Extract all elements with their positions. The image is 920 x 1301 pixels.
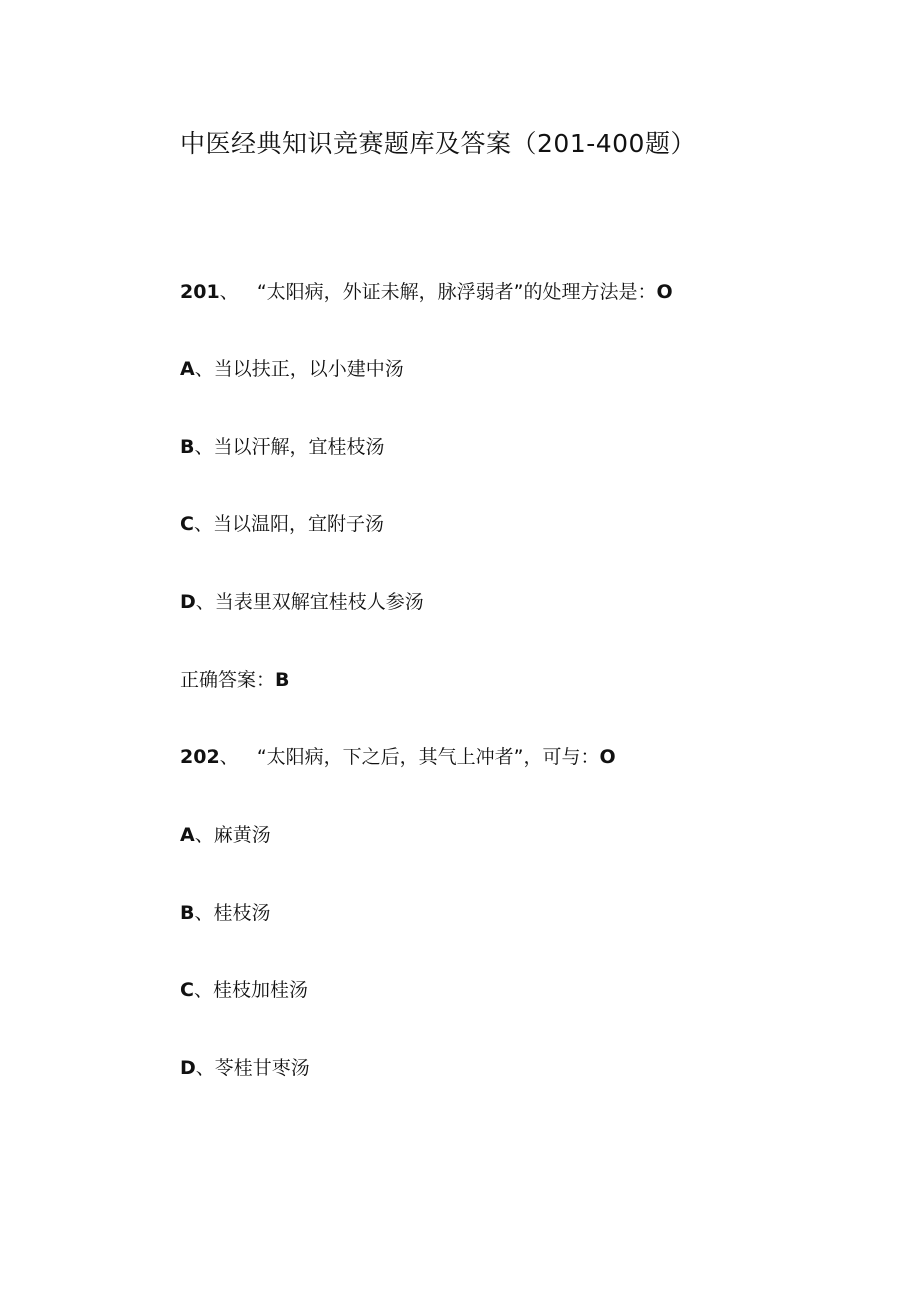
- question-201-answer: [180, 666, 290, 694]
- answer-value: B: [275, 669, 290, 691]
- option-text: 苓桂甘枣汤: [214, 1057, 310, 1079]
- option-separator: 、: [193, 979, 213, 1001]
- option-separator: 、: [194, 358, 214, 380]
- option-text: 当以温阳，宜附子汤: [212, 513, 384, 535]
- question-202-stem: [180, 743, 616, 771]
- question-202-option-b: [180, 899, 271, 927]
- option-letter: C: [180, 979, 194, 1001]
- option-separator: 、: [195, 1057, 215, 1079]
- option-separator: 、: [194, 824, 214, 846]
- question-202-option-c: [180, 976, 308, 1004]
- question-201-stem: [180, 278, 673, 306]
- question-201-option-c: [180, 510, 384, 538]
- document-title: 中医经典知识竞赛题库及答案（201-400题）: [180, 129, 696, 158]
- option-separator: 、: [195, 591, 215, 613]
- question-201-option-a: [180, 355, 404, 383]
- option-separator: 、: [194, 436, 214, 458]
- option-letter: D: [180, 591, 196, 613]
- option-text: 当以汗解，宜桂枝汤: [213, 436, 385, 458]
- question-blank: O: [599, 746, 616, 768]
- question-202-option-d: [180, 1054, 310, 1082]
- option-text: 桂枝加桂汤: [212, 979, 308, 1001]
- question-202-option-a: [180, 821, 271, 849]
- option-letter: A: [180, 358, 195, 380]
- question-201-option-b: [180, 433, 385, 461]
- option-letter: A: [180, 824, 195, 846]
- question-number: 201: [180, 281, 220, 303]
- option-text: 当以扶正，以小建中汤: [213, 358, 404, 380]
- option-text: 当表里双解宜桂枝人参汤: [214, 591, 424, 613]
- question-201-option-d: [180, 588, 424, 616]
- option-text: 麻黄汤: [213, 824, 271, 846]
- option-letter: C: [180, 513, 194, 535]
- option-letter: B: [180, 902, 195, 924]
- question-number: 202: [180, 746, 220, 768]
- option-text: 桂枝汤: [213, 902, 271, 924]
- option-separator: 、: [194, 902, 214, 924]
- option-separator: 、: [193, 513, 213, 535]
- question-separator: 、: [219, 746, 239, 768]
- question-text: “太阳病，下之后，其气上冲者”，可与：: [256, 746, 600, 768]
- question-separator: 、: [219, 281, 239, 303]
- question-blank: O: [656, 281, 673, 303]
- option-letter: D: [180, 1057, 196, 1079]
- answer-label: 正确答案：: [180, 669, 276, 691]
- question-text: “太阳病，外证未解，脉浮弱者”的处理方法是：: [256, 281, 657, 303]
- option-letter: B: [180, 436, 195, 458]
